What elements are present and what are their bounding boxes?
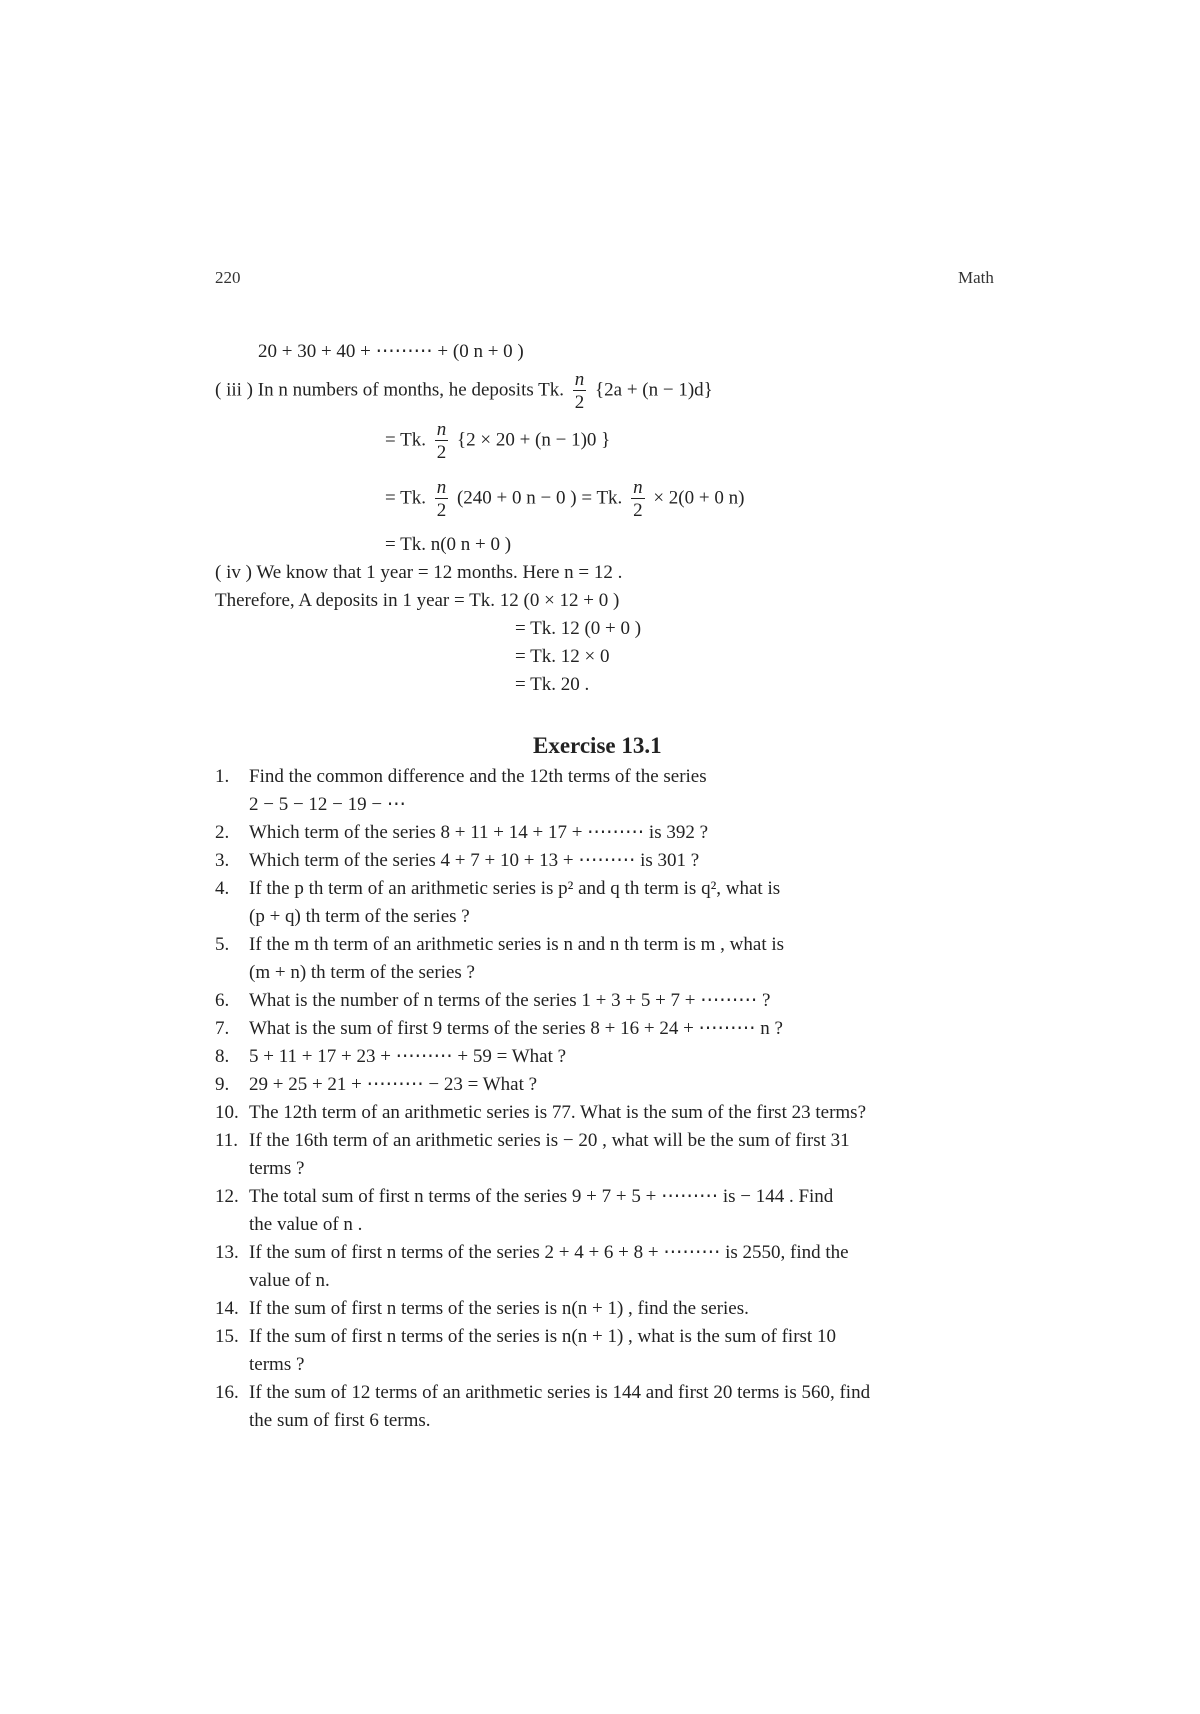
part-iv-line: ( iv ) We know that 1 year = 12 months. Here n = 12 .	[215, 562, 623, 583]
fraction	[631, 478, 645, 520]
question-text: 29 + 25 + 21 + ⋯⋯⋯ − 23 = What ?	[249, 1074, 538, 1095]
fraction-numerator: n	[436, 419, 447, 440]
equation-prefix: = Tk.	[385, 429, 426, 451]
question-number: 3.	[215, 850, 230, 871]
question-number: 1.	[215, 766, 230, 787]
question-text: What is the number of n terms of the series 1 + 3 + 5 + 7 + ⋯⋯⋯ ?	[249, 990, 771, 1011]
sum-formula: {2a + (n − 1)d}	[595, 379, 713, 401]
fraction-denominator: 2	[633, 500, 643, 521]
equation-line-1	[385, 420, 610, 462]
fraction	[435, 420, 449, 462]
exercise-question	[215, 1239, 995, 1295]
question-number: 7.	[215, 1018, 230, 1039]
question-continuation: terms ?	[249, 1158, 305, 1179]
question-text: If the 16th term of an arithmetic series is − 20 , what will be the sum of first 31	[249, 1130, 850, 1151]
fraction-denominator: 2	[574, 392, 585, 413]
exercise-question	[215, 1043, 995, 1071]
question-number: 14.	[215, 1298, 239, 1319]
equation-line-3: = Tk. n(0 n + 0 )	[385, 534, 512, 555]
equation-line-2	[385, 478, 744, 520]
part-iii-text: ( iii ) In n numbers of months, he deposits Tk.	[215, 379, 565, 401]
exercise-question	[215, 1071, 995, 1099]
question-text: Which term of the series 8 + 11 + 14 + 17 + ⋯⋯⋯ is 392 ?	[249, 822, 709, 843]
exercise-question	[215, 763, 995, 819]
question-number: 16.	[215, 1382, 239, 1403]
exercise-question	[215, 931, 995, 987]
question-continuation: (p + q) th term of the series ?	[249, 906, 470, 927]
fraction-numerator: n	[436, 477, 447, 498]
question-continuation: 2 − 5 − 12 − 19 − ⋯	[249, 794, 406, 815]
question-text: If the p th term of an arithmetic series is p² and q th term is q², what is	[249, 878, 781, 899]
part-iii-line	[215, 370, 713, 412]
question-number: 6.	[215, 990, 230, 1011]
question-text: Which term of the series 4 + 7 + 10 + 13 + ⋯⋯⋯ is 301 ?	[249, 850, 700, 871]
fraction-numerator: n	[633, 477, 643, 498]
exercise-question	[215, 875, 995, 931]
question-number: 15.	[215, 1326, 239, 1347]
question-continuation: terms ?	[249, 1354, 305, 1375]
question-text: If the sum of 12 terms of an arithmetic series is 144 and first 20 terms is 560, find	[249, 1382, 871, 1403]
question-text: If the sum of first n terms of the series is n(n + 1) , what is the sum of first 10	[249, 1326, 836, 1347]
exercise-question	[215, 1127, 995, 1183]
question-number: 2.	[215, 822, 230, 843]
question-text: If the m th term of an arithmetic series is n and n th term is m , what is	[249, 934, 785, 955]
exercise-question	[215, 1323, 995, 1379]
result-line-2: = Tk. 12 × 0	[515, 646, 610, 667]
question-text: If the sum of first n terms of the series is n(n + 1) , find the series.	[249, 1298, 749, 1319]
fraction-denominator: 2	[436, 442, 447, 463]
fraction-denominator: 2	[436, 500, 447, 521]
question-number: 10.	[215, 1102, 239, 1123]
fraction	[435, 478, 449, 520]
equation-prefix: = Tk.	[385, 487, 426, 509]
question-text: If the sum of first n terms of the series 2 + 4 + 6 + 8 + ⋯⋯⋯ is 2550, find the	[249, 1242, 849, 1263]
question-number: 12.	[215, 1186, 239, 1207]
question-text: What is the sum of first 9 terms of the series 8 + 16 + 24 + ⋯⋯⋯ n ?	[249, 1018, 783, 1039]
exercise-question	[215, 847, 995, 875]
equation-tail: × 2(0 + 0 n)	[653, 487, 745, 509]
question-continuation: value of n.	[249, 1270, 330, 1291]
question-number: 9.	[215, 1074, 230, 1095]
exercise-question	[215, 1295, 995, 1323]
question-continuation: the value of n .	[249, 1214, 363, 1235]
exercise-question	[215, 1015, 995, 1043]
exercise-question	[215, 819, 995, 847]
question-number: 5.	[215, 934, 230, 955]
result-line-1: = Tk. 12 (0 + 0 )	[515, 618, 642, 639]
fraction-numerator: n	[574, 369, 585, 390]
question-number: 13.	[215, 1242, 239, 1263]
question-number: 11.	[215, 1130, 239, 1151]
exercise-question	[215, 987, 995, 1015]
question-continuation: (m + n) th term of the series ?	[249, 962, 475, 983]
page-number: 220	[215, 268, 241, 287]
exercise-title: Exercise 13.1	[533, 733, 662, 758]
question-continuation: the sum of first 6 terms.	[249, 1410, 431, 1431]
result-line-3: = Tk. 20 .	[515, 674, 590, 695]
page-subject: Math	[958, 268, 994, 287]
question-text: Find the common difference and the 12th terms of the series	[249, 766, 707, 787]
fraction	[573, 370, 587, 412]
exercise-question	[215, 1183, 995, 1239]
equation-body: (240 + 0 n − 0 ) = Tk.	[456, 487, 623, 509]
question-text: The total sum of first n terms of the series 9 + 7 + 5 + ⋯⋯⋯ is − 144 . Find	[249, 1186, 834, 1207]
question-number: 4.	[215, 878, 230, 899]
therefore-line: Therefore, A deposits in 1 year = Tk. 12 (0 × 12 + 0 )	[215, 590, 620, 611]
series-line: 20 + 30 + 40 + ⋯⋯⋯ + (0 n + 0 )	[258, 341, 524, 362]
question-text: 5 + 11 + 17 + 23 + ⋯⋯⋯ + 59 = What ?	[249, 1046, 567, 1067]
question-text: The 12th term of an arithmetic series is 77. What is the sum of the first 23 terms?	[249, 1102, 866, 1123]
exercise-question	[215, 1379, 995, 1435]
exercise-question	[215, 1099, 995, 1127]
equation-body: {2 × 20 + (n − 1)0 }	[456, 429, 611, 451]
question-number: 8.	[215, 1046, 230, 1067]
